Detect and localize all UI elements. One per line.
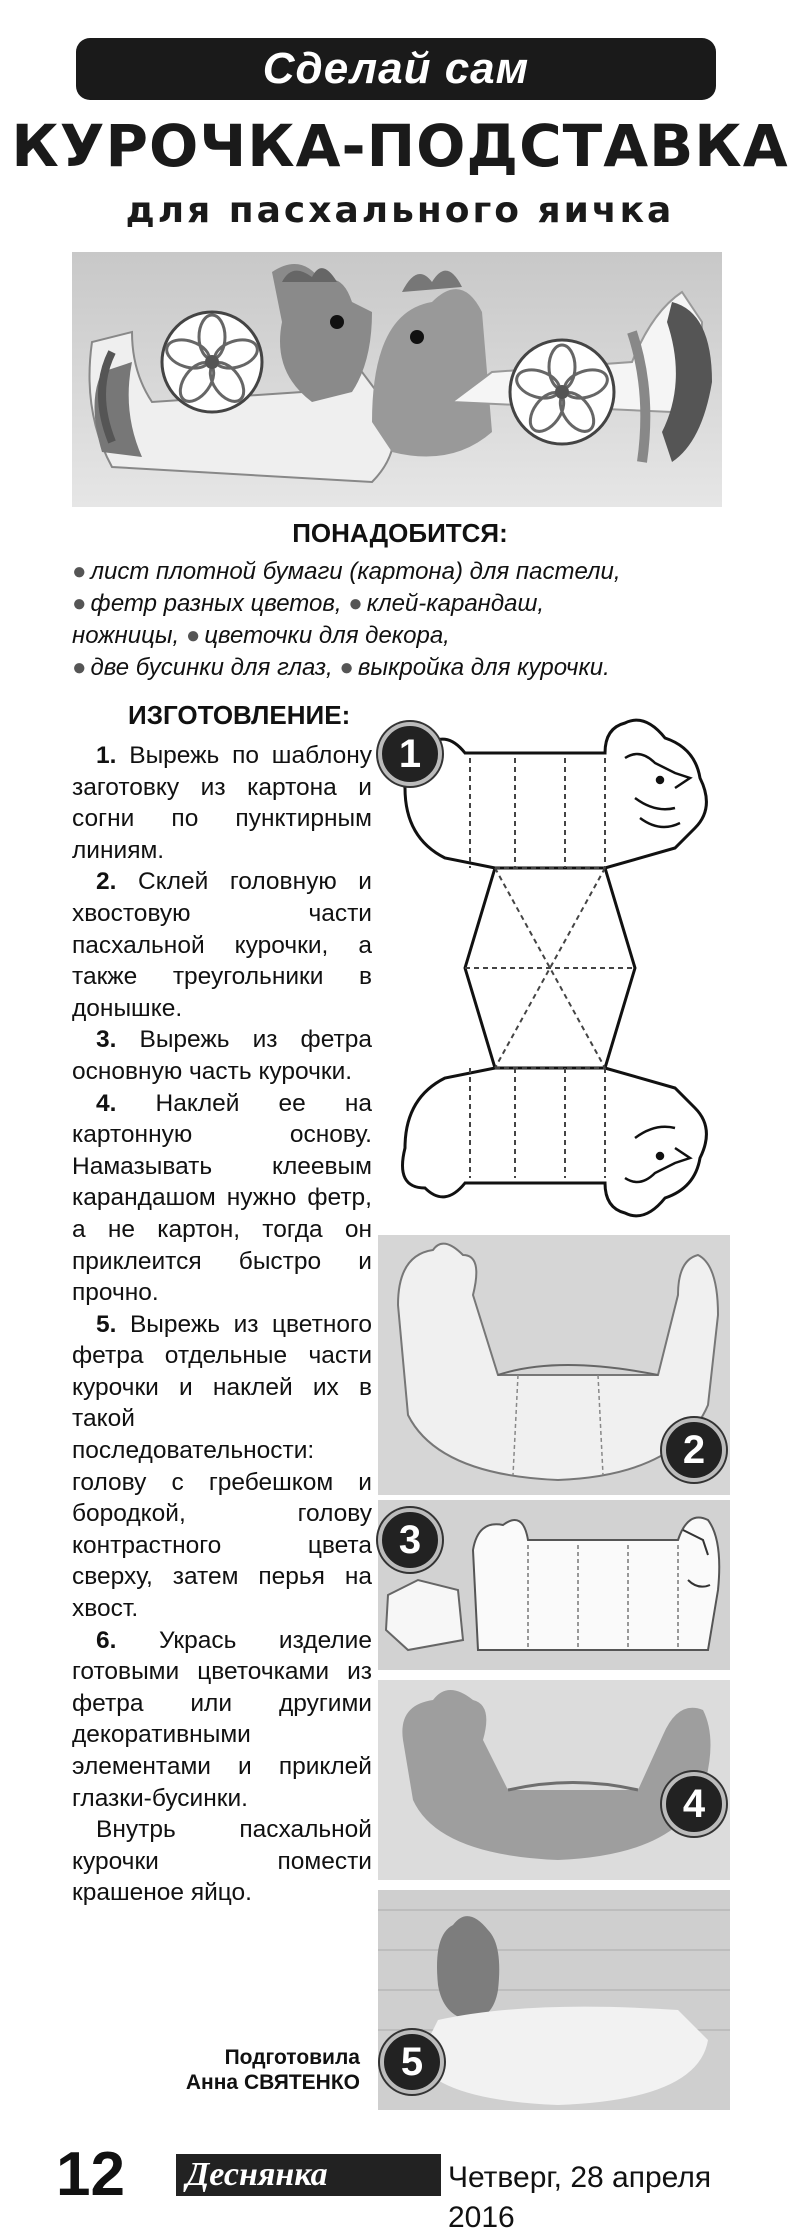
article-subtitle: для пасхального яичка (125, 190, 675, 231)
author-credit (130, 2045, 360, 2095)
list-item: ● клей-карандаш, (348, 590, 545, 617)
bullet-icon: ● (72, 558, 87, 585)
list-item: ● выкройка для курочки. (339, 654, 610, 681)
step-badge-5: 5 (380, 2030, 444, 2094)
list-item: ● фетр разных цветов, (72, 590, 342, 617)
step-3: 3. Вырежь из фетра основную часть курочки. (72, 1026, 372, 1085)
bullet-icon: ● (185, 622, 201, 649)
materials-list (72, 556, 732, 684)
list-item: ножницы, (72, 622, 180, 649)
credit-author: Анна СВЯТЕНКО (185, 2071, 360, 2094)
newspaper-logo: Деснянка (176, 2154, 441, 2196)
issue-date: Четверг, 28 апреля 2016 (448, 2161, 712, 2234)
step-5: 5. Вырежь из цветного фетра отдельные части курочки и наклей их в такой последовательности: голову с гребешком и бородкой, голову контрастного цвета сверху, затем перья на хвост. (72, 1310, 372, 1623)
step-badge-3: 3 (378, 1508, 442, 1572)
pattern-template-figure (375, 718, 730, 1258)
step-2: 2. Склей головную и хвостовую части пасхальной курочки, а также треугольники в донышке. (72, 868, 372, 1022)
step-badge-1: 1 (378, 722, 442, 786)
rubric-banner (76, 38, 716, 100)
step-badge-2: 2 (662, 1418, 726, 1482)
closing-note: Внутрь пасхальной курочки помести крашеное яйцо. (72, 1816, 372, 1907)
bullet-icon: ● (339, 654, 354, 681)
list-item: ● две бусинки для глаз, (72, 654, 333, 681)
step-badge-4: 4 (662, 1772, 726, 1836)
credit-label: Подготовила (224, 2046, 360, 2069)
page-footer (56, 2140, 756, 2234)
rubric-label: Сделай сам (262, 44, 530, 93)
step-6: 6. Укрась изделие готовыми цветочками из фетра или другими декоративными элементами и приклей глазки-бусинки. (72, 1626, 372, 1812)
page-number: 12 (56, 2140, 125, 2209)
step-4: 4. Наклей ее на картонную основу. Намазывать клеевым карандашом нужно фетр, а не картон, тогда он приклеится быстро и прочно. (72, 1089, 372, 1307)
materials-heading: ПОНАДОБИТСЯ: (292, 518, 508, 548)
list-item: ● лист плотной бумаги (картона) для пастели, (72, 558, 621, 585)
instruction-steps (72, 740, 372, 1909)
hero-photo (72, 252, 722, 507)
bullet-icon: ● (72, 590, 87, 617)
bullet-icon: ● (72, 654, 87, 681)
step-1: 1. Вырежь по шаблону заготовку из картона и согни по пунктирным линиям. (72, 742, 372, 864)
list-item: ● цветочки для декора, (185, 622, 450, 649)
making-heading: ИЗГОТОВЛЕНИЕ: (128, 700, 351, 730)
bullet-icon: ● (348, 590, 363, 617)
article-title: КУРОЧКА-ПОДСТАВКА (11, 112, 789, 180)
